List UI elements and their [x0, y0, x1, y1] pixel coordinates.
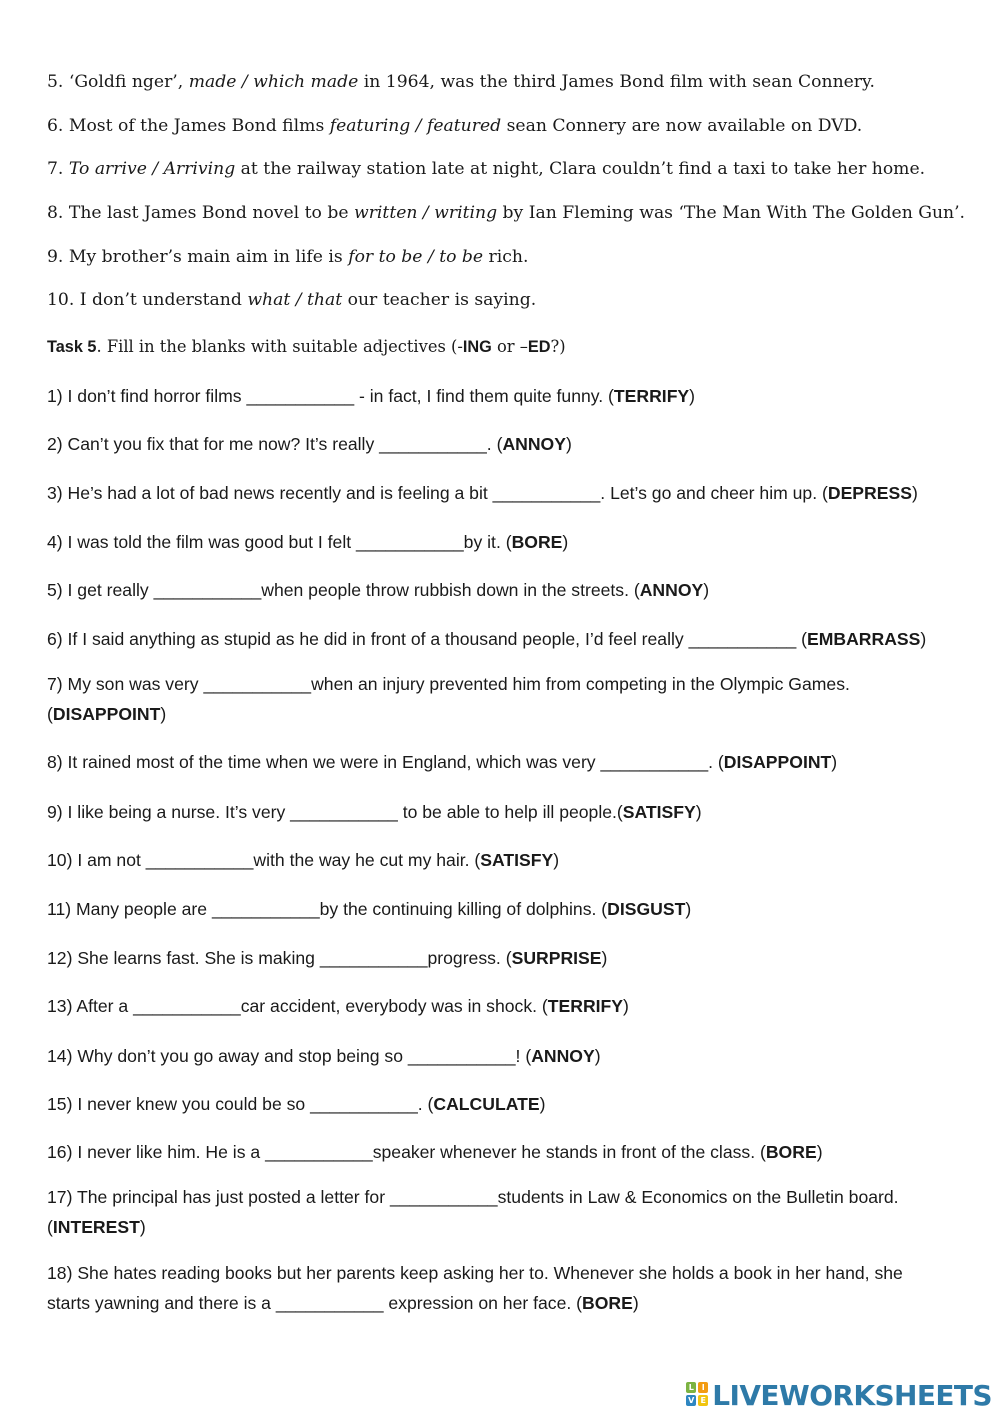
- item-text: 8. The last James Bond novel to be: [47, 203, 354, 223]
- answer-blank[interactable]: ___________: [389, 1187, 498, 1207]
- task-heading: [47, 336, 566, 358]
- item-option: for to be / to be: [348, 247, 484, 267]
- question-text: ): [539, 1094, 546, 1114]
- item-text: 10. I don’t understand: [47, 290, 248, 310]
- answer-blank[interactable]: ___________: [407, 1046, 516, 1066]
- question-text: 2) Can’t you fix that for me now? It’s really: [47, 434, 380, 454]
- question-text: 15) I never knew you could be so: [47, 1094, 311, 1114]
- answer-blank[interactable]: ___________: [310, 1094, 418, 1114]
- answer-blank[interactable]: ___________: [356, 532, 464, 552]
- question-6: [47, 628, 926, 650]
- question-text: when people throw rubbish down in the streets. (: [261, 580, 640, 600]
- question-text: to be able to help ill people.(: [397, 802, 623, 822]
- question-11: [47, 898, 691, 920]
- root-word: TERRIFY: [547, 996, 624, 1016]
- question-text: . (: [417, 1094, 434, 1114]
- question-9: [47, 801, 702, 823]
- exercise-item: [47, 289, 536, 311]
- item-option: what / that: [247, 290, 343, 310]
- root-word: SATISFY: [480, 850, 554, 870]
- question-text: 7) My son was very: [47, 674, 204, 694]
- answer-blank[interactable]: ___________: [203, 674, 312, 694]
- root-word: ANNOY: [531, 1046, 595, 1066]
- answer-blank[interactable]: ___________: [246, 386, 355, 406]
- question-3: [47, 482, 918, 504]
- question-text: . (: [708, 752, 724, 772]
- question-1: [47, 385, 695, 407]
- task-instruction: ?): [550, 337, 566, 356]
- question-text: 14) Why don’t you go away and stop being so: [47, 1046, 408, 1066]
- task-title: Task 5: [47, 338, 97, 356]
- question-text: 5) I get really: [47, 580, 154, 600]
- paren: ): [139, 1217, 146, 1237]
- question-text: with the way he cut my hair. (: [253, 850, 481, 870]
- question-15: [47, 1093, 545, 1115]
- question-text: . Let’s go and cheer him up. (: [600, 483, 828, 503]
- root-word: BORE: [582, 1293, 633, 1313]
- question-text: ): [703, 580, 710, 600]
- question-18: [47, 1262, 903, 1284]
- task-instruction: . Fill in the blanks with suitable adjectives (-: [96, 337, 463, 356]
- question-17-continued: [47, 1216, 146, 1238]
- item-text: in 1964, was the third James Bond film with sean Connery.: [358, 72, 875, 92]
- task-instruction: or –: [491, 337, 528, 356]
- question-18-continued: [47, 1292, 639, 1314]
- item-text: at the railway station late at night, Clara couldn’t find a taxi to take her home.: [235, 159, 926, 179]
- question-text: . (: [486, 434, 503, 454]
- item-text: 7.: [47, 159, 69, 179]
- logo-block: V: [688, 1396, 695, 1405]
- answer-blank[interactable]: ___________: [153, 580, 262, 600]
- item-text: 9. My brother’s main aim in life is: [47, 247, 349, 267]
- question-text: ): [685, 899, 692, 919]
- answer-blank[interactable]: ___________: [492, 483, 601, 503]
- question-14: [47, 1045, 601, 1067]
- question-7-continued: [47, 703, 166, 725]
- logo-block: L: [686, 1382, 696, 1393]
- item-option: featuring / featured: [329, 116, 502, 136]
- question-text: progress. (: [427, 948, 512, 968]
- item-option: written / writing: [353, 203, 498, 223]
- root-word: CALCULATE: [433, 1094, 540, 1114]
- exercise-item: [47, 246, 528, 268]
- question-text: ): [562, 532, 569, 552]
- root-word: EMBARRASS: [807, 629, 921, 649]
- answer-blank[interactable]: ___________: [290, 802, 398, 822]
- question-text: when an injury prevented him from competing in the Olympic Games.: [311, 674, 850, 694]
- item-text: sean Connery are now available on DVD.: [501, 116, 863, 136]
- answer-blank[interactable]: ___________: [600, 752, 709, 772]
- root-word: DISAPPOINT: [52, 704, 161, 724]
- answer-blank[interactable]: ___________: [133, 996, 241, 1016]
- question-text: 18) She hates reading books but her parents keep asking her to. Whenever she holds a book in her hand, she: [47, 1263, 903, 1283]
- question-text: ): [920, 629, 927, 649]
- question-text: by the continuing killing of dolphins. (: [319, 899, 608, 919]
- question-text: car accident, everybody was in shock. (: [240, 996, 548, 1016]
- question-text: 1) I don’t find horror films: [47, 386, 247, 406]
- paren: (: [47, 1217, 53, 1237]
- answer-blank[interactable]: ___________: [265, 1142, 373, 1162]
- exercise-item: [47, 71, 875, 93]
- question-text: speaker whenever he stands in front of the class. (: [372, 1142, 766, 1162]
- question-text: 4) I was told the film was good but I felt: [47, 532, 357, 552]
- root-word: BORE: [765, 1142, 817, 1162]
- question-text: 17) The principal has just posted a letter for: [47, 1187, 390, 1207]
- question-text: 10) I am not: [47, 850, 146, 870]
- item-text: rich.: [483, 247, 529, 267]
- question-text: 12) She learns fast. She is making: [47, 948, 320, 968]
- item-option: made / which made: [188, 72, 359, 92]
- root-word: SATISFY: [622, 802, 696, 822]
- root-word: BORE: [511, 532, 563, 552]
- question-text: - in fact, I find them quite funny. (: [354, 386, 614, 406]
- question-text: ): [601, 948, 608, 968]
- question-text: ): [689, 386, 696, 406]
- paren: ): [160, 704, 167, 724]
- exercise-item: [47, 158, 925, 180]
- question-text: expression on her face. (: [383, 1293, 583, 1313]
- question-text: 16) I never like him. He is a: [47, 1142, 266, 1162]
- question-text: 11) Many people are: [47, 899, 212, 919]
- question-text: ): [565, 434, 572, 454]
- question-text: ! (: [515, 1046, 532, 1066]
- question-text: ): [831, 752, 838, 772]
- question-text: ): [632, 1293, 639, 1313]
- question-8: [47, 751, 837, 773]
- item-option: To arrive / Arriving: [68, 159, 236, 179]
- question-text: ): [816, 1142, 823, 1162]
- question-text: ): [695, 802, 702, 822]
- logo-block: E: [698, 1395, 708, 1406]
- item-text: by Ian Fleming was ‘The Man With The Golden Gun’.: [497, 203, 966, 223]
- question-text: ): [553, 850, 560, 870]
- logo-blocks-icon: [686, 1382, 710, 1408]
- root-word: ANNOY: [502, 434, 566, 454]
- answer-blank[interactable]: ___________: [379, 434, 487, 454]
- root-word: ANNOY: [639, 580, 704, 600]
- question-text: 3) He’s had a lot of bad news recently and is feeling a bit: [47, 483, 493, 503]
- question-5: [47, 579, 709, 601]
- question-text: 9) I like being a nurse. It’s very: [47, 802, 291, 822]
- exercise-item: [47, 115, 862, 137]
- answer-blank[interactable]: ___________: [275, 1293, 384, 1313]
- root-word: TERRIFY: [613, 386, 690, 406]
- answer-blank[interactable]: ___________: [145, 850, 254, 870]
- question-2: [47, 433, 572, 455]
- item-text: 5. ‘Goldfi nger’,: [47, 72, 189, 92]
- brand-name: LIVEWORKSHEETS: [712, 1378, 992, 1412]
- question-text: starts yawning and there is a: [47, 1293, 276, 1313]
- root-word: INTEREST: [52, 1217, 140, 1237]
- root-word: DISGUST: [607, 899, 686, 919]
- question-text: ): [623, 996, 629, 1016]
- root-word: DISAPPOINT: [723, 752, 832, 772]
- answer-blank[interactable]: ___________: [319, 948, 428, 968]
- question-text: ): [594, 1046, 601, 1066]
- item-text: our teacher is saying.: [342, 290, 537, 310]
- logo-block: I: [698, 1382, 708, 1393]
- question-text: 13) After a: [47, 996, 134, 1016]
- exercise-item: [47, 202, 965, 224]
- question-text: 6) If I said anything as stupid as he did in front of a thousand people, I’d feel really: [47, 629, 689, 649]
- question-text: (: [796, 629, 807, 649]
- question-16: [47, 1141, 823, 1163]
- answer-blank[interactable]: ___________: [688, 629, 797, 649]
- question-17: [47, 1186, 899, 1208]
- question-12: [47, 947, 607, 969]
- item-text: 6. Most of the James Bond films: [47, 116, 330, 136]
- question-text: 8) It rained most of the time when we were in England, which was very: [47, 752, 601, 772]
- root-word: SURPRISE: [511, 948, 602, 968]
- answer-blank[interactable]: ___________: [211, 899, 320, 919]
- suffix-ed: ED: [527, 338, 551, 356]
- liveworksheets-logo: [686, 1378, 992, 1412]
- question-7: [47, 673, 850, 695]
- question-text: students in Law & Economics on the Bulletin board.: [497, 1187, 899, 1207]
- question-text: ): [911, 483, 918, 503]
- suffix-ing: ING: [462, 338, 492, 356]
- root-word: DEPRESS: [827, 483, 912, 503]
- question-4: [47, 531, 568, 553]
- question-10: [47, 849, 559, 871]
- paren: (: [47, 704, 53, 724]
- question-text: by it. (: [463, 532, 512, 552]
- question-13: [47, 995, 629, 1017]
